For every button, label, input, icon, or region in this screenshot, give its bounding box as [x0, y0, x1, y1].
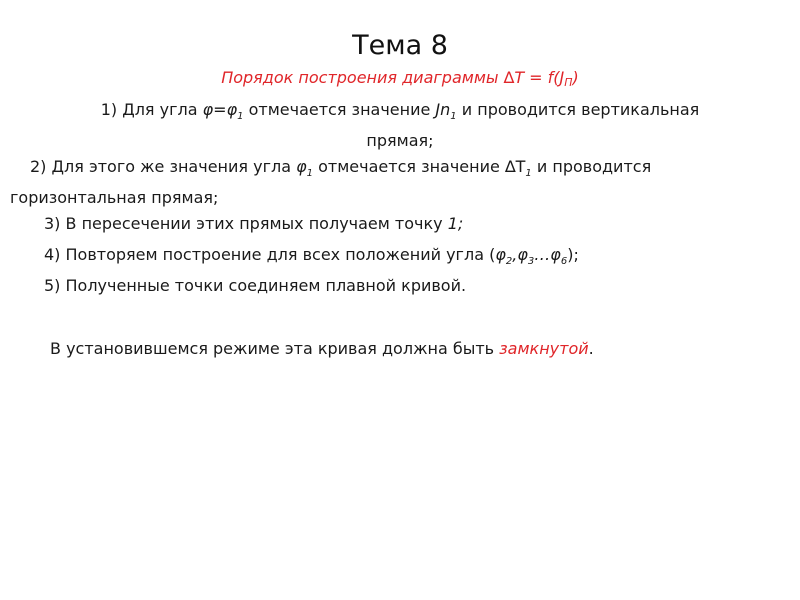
step-4: [44, 243, 579, 274]
step-3-point: 1;: [447, 214, 464, 233]
step-5: 5) Полученные точки соединяем плавной кривой.: [44, 276, 467, 295]
slide-title: Тема 8: [352, 30, 448, 61]
step-4-phi3: φ: [517, 245, 528, 264]
step-2-phi: φ: [296, 157, 307, 176]
subtitle-close: ): [572, 68, 579, 87]
step-1-jn: Jn: [435, 100, 451, 119]
conclusion: [50, 337, 594, 361]
step-1-text-b: отмечается значение: [243, 100, 436, 119]
step-1-phi-sub: 1: [237, 111, 244, 122]
step-1-line-1: [0, 98, 800, 129]
step-4-phi2: φ: [495, 245, 506, 264]
conclusion-end: .: [588, 339, 594, 358]
step-1-text-c: и проводится вертикальная: [456, 100, 700, 119]
step-4-sub3: 3: [527, 256, 535, 267]
step-4-sub6: 6: [560, 256, 568, 267]
step-1-line-2: прямая;: [366, 131, 434, 150]
step-1-phi: φ=φ: [202, 100, 238, 119]
step-1: [0, 98, 800, 153]
step-2-dt-sub: 1: [525, 168, 532, 179]
step-3-text: 3) В пересечении этих прямых получаем точку: [44, 214, 448, 233]
slide-subtitle: [0, 68, 800, 89]
step-1-jn-sub: 1: [450, 111, 457, 122]
step-2-text-a: 2) Для этого же значения угла: [30, 157, 297, 176]
step-2-text-b: отмечается значение: [313, 157, 505, 176]
conclusion-highlight: замкнутой: [499, 339, 589, 358]
step-3: [44, 212, 463, 236]
step-2-text-c: и проводится: [531, 157, 652, 176]
step-2-line-1: [30, 155, 790, 186]
step-4-sub2: 2: [505, 256, 513, 267]
step-2-dt: ∆T: [504, 157, 526, 176]
step-4-end: );: [567, 245, 579, 264]
conclusion-text: В установившемся режиме эта кривая должна быть: [50, 339, 500, 358]
step-2-phi-sub: 1: [306, 168, 314, 179]
step-4-comma: ,: [512, 245, 518, 264]
subtitle-subscript: П: [564, 76, 573, 89]
step-2: [10, 155, 790, 210]
step-4-dots: …φ: [534, 245, 561, 264]
subtitle-text: Порядок построения диаграммы ∆T = f(J: [221, 68, 565, 87]
step-2-line-2: горизонтальная прямая;: [10, 188, 219, 207]
step-4-text: 4) Повторяем построение для всех положений угла (: [44, 245, 496, 264]
step-1-text-a: 1) Для угла: [100, 100, 203, 119]
